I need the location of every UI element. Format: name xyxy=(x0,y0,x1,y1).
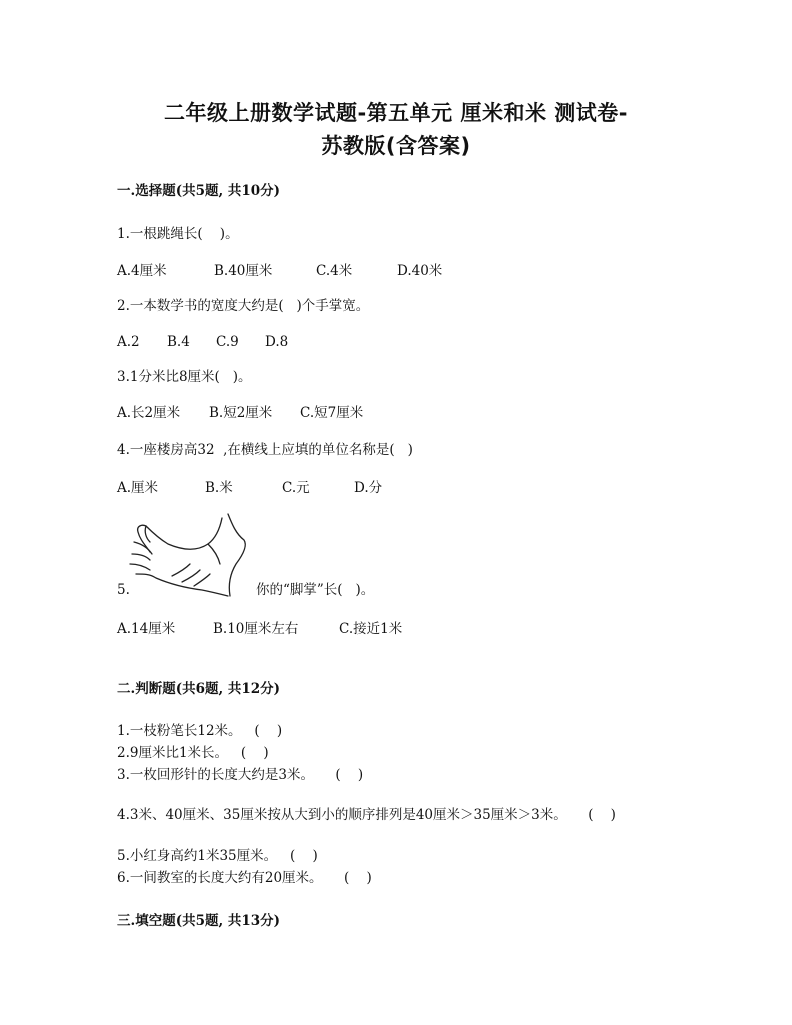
question-5: 你的“脚掌”长( )。 xyxy=(256,582,375,598)
question-3: 3.1分米比8厘米( )。 xyxy=(117,369,252,385)
q3-option-c: C.短7厘米 xyxy=(300,405,364,421)
q5-option-b: B.10厘米左右 xyxy=(213,621,299,637)
section-heading-fill: 三.填空题(共5题, 共13分) xyxy=(117,913,281,929)
q4-option-c: C.元 xyxy=(282,480,310,496)
q2-option-a: A.2 xyxy=(117,334,140,350)
q5-option-a: A.14厘米 xyxy=(117,621,176,637)
q2-option-c: C.9 xyxy=(216,334,239,350)
q4-option-d: D.分 xyxy=(354,480,383,496)
q3-option-a: A.长2厘米 xyxy=(117,405,181,421)
q3-option-b: B.短2厘米 xyxy=(209,405,273,421)
question-1: 1.一根跳绳长( )。 xyxy=(117,226,239,242)
section-heading-judge: 二.判断题(共6题, 共12分) xyxy=(117,681,281,697)
q1-option-b: B.40厘米 xyxy=(214,263,273,279)
q5-option-c: C.接近1米 xyxy=(339,621,403,637)
question-2: 2.一本数学书的宽度大约是( )个手掌宽。 xyxy=(117,298,370,314)
q2-option-d: D.8 xyxy=(265,334,289,350)
q1-option-d: D.40米 xyxy=(397,263,443,279)
question-4: 4.一座楼房高32 ,在横线上应填的单位名称是( ) xyxy=(117,442,413,458)
question-5-number: 5. xyxy=(117,582,130,598)
q1-option-c: C.4米 xyxy=(316,263,353,279)
section-heading-choice: 一.选择题(共5题, 共10分) xyxy=(117,183,281,199)
judge-item-4: 4.3米、40厘米、35厘米按从大到小的顺序排列是40厘米＞35厘米＞3米。 ( ) xyxy=(117,807,616,823)
judge-item-6: 6.一间教室的长度大约有20厘米。 ( ) xyxy=(117,870,372,886)
judge-item-5: 5.小红身高约1米35厘米。 ( ) xyxy=(117,848,318,864)
page-title-line1: 二年级上册数学试题-第五单元 厘米和米 测试卷- xyxy=(163,101,629,125)
foot-sketch-image xyxy=(124,512,256,598)
q4-option-a: A.厘米 xyxy=(117,480,159,496)
q2-option-b: B.4 xyxy=(167,334,190,350)
judge-item-1: 1.一枝粉笔长12米。 ( ) xyxy=(117,723,283,739)
judge-item-3: 3.一枚回形针的长度大约是3米。 ( ) xyxy=(117,767,364,783)
page-title-line2: 苏教版(含答案) xyxy=(321,134,471,158)
judge-item-2: 2.9厘米比1米长。 ( ) xyxy=(117,745,269,761)
q4-option-b: B.米 xyxy=(205,480,233,496)
q1-option-a: A.4厘米 xyxy=(117,263,167,279)
